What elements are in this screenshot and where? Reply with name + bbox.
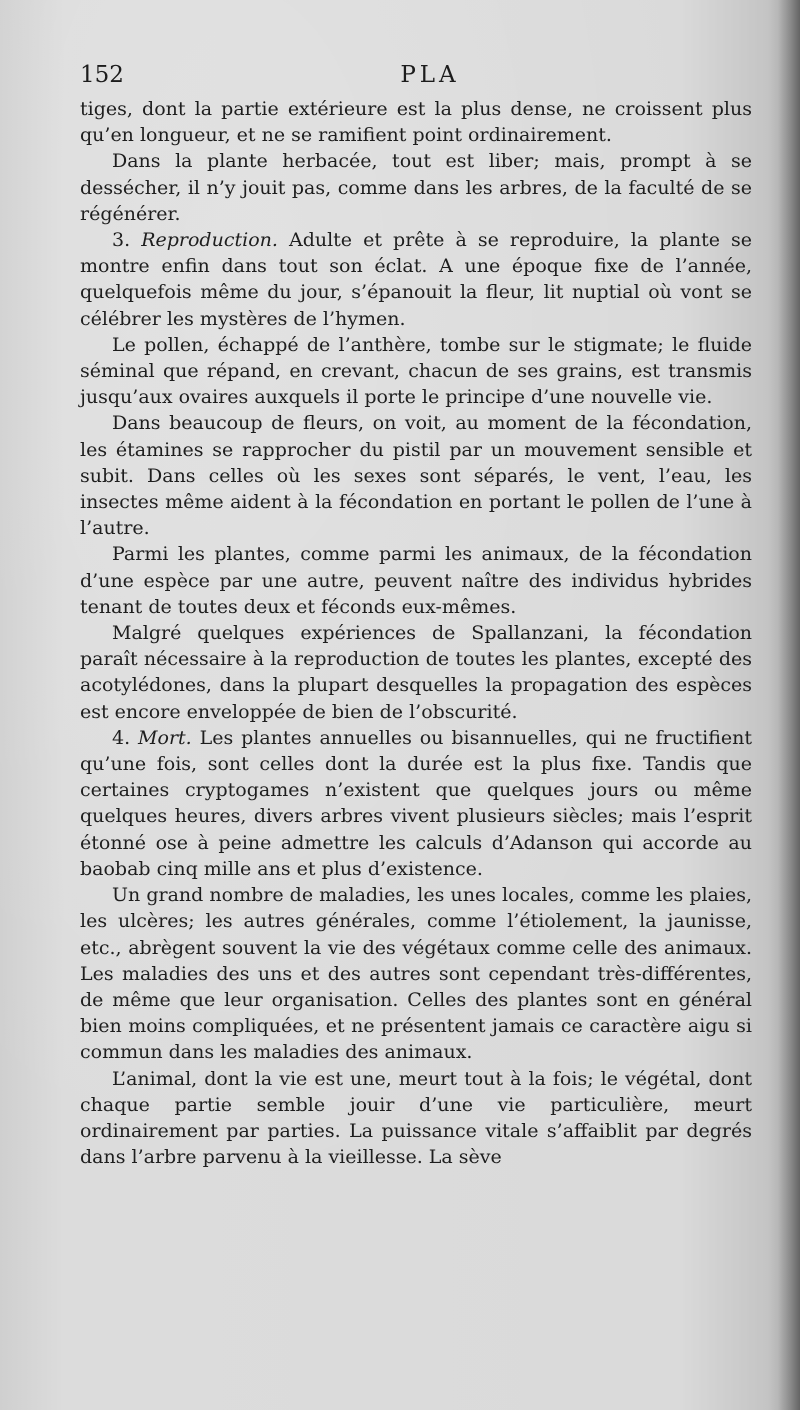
- paragraph-text: Un grand nombre de maladies, les unes locales, comme les plaies, les ulcères; les autres générales, comme l’étiolement, la jaunisse, etc., abrègent souvent la vie des végétaux comme celle des animaux. Les maladies des uns et des autres sont cependant très-différentes, de même que leur organisation. Celles des plantes sont en général bien moins compliquées, et ne présentent jamais ce caractère aigu si commun dans les maladies des animaux.: [80, 884, 752, 1064]
- body-text: [80, 96, 752, 1170]
- paragraph-text: Dans la plante herbacée, tout est liber; mais, prompt à se dessécher, il n’y jouit pas, comme dans les arbres, de la faculté de se régénérer.: [80, 150, 752, 225]
- paragraph-text: Malgré quelques expériences de Spallanzani, la fécondation paraît nécessaire à la reproduction de toutes les plantes, excepté des acotylédones, dans la plupart desquelles la propagation des espèces est encore enveloppée de bien de l’obscurité.: [80, 622, 752, 723]
- paragraph: [80, 1066, 752, 1171]
- paragraph-text: Dans beaucoup de fleurs, on voit, au moment de la fécondation, les étamines se rapprocher du pistil par un mouvement sensible et subit. Dans celles où les sexes sont séparés, le vent, l’eau, les insectes même aident à la fécondation en portant le pollen de l’une à l’autre.: [80, 412, 752, 540]
- section-number: 4.: [112, 726, 131, 749]
- paragraph-text: tiges, dont la partie extérieure est la plus dense, ne croissent plus qu’en longueur, et ne se ramifient point ordinairement.: [80, 98, 752, 147]
- paragraph: [80, 541, 752, 620]
- paragraph-text: Les plantes annuelles ou bisannuelles, qui ne fructifient qu’une fois, sont celles dont la durée est la plus fixe. Tandis que certaines cryptogames n’existent que quelques jours ou même quelques heures, divers arbres vivent plusieurs siècles; mais l’esprit étonné ose à peine admettre les calculs d’Adanson qui accorde au baobab cinq mille ans et plus d’existence.: [80, 726, 752, 880]
- paragraph-text: L’animal, dont la vie est une, meurt tout à la fois; le végétal, dont chaque partie semble jouir d’une vie particulière, meurt ordinairement par parties. La puissance vitale s’affaiblit par degrés dans l’arbre parvenu à la vieillesse. La sève: [80, 1067, 752, 1169]
- spine-shadow: [778, 0, 800, 1410]
- paragraph-death: [80, 725, 752, 882]
- section-heading: Mort.: [138, 726, 192, 749]
- page-number: 152: [80, 62, 124, 88]
- paragraph-text: Adulte et prête à se reproduire, la plante se montre enfin dans tout son éclat. A une époque fixe de l’année, quelquefois même du jour, s’épanouit la fleur, lit nuptial où vont se célébrer les mystères de l’hymen.: [80, 229, 752, 330]
- paragraph: [80, 882, 752, 1065]
- paragraph: [80, 410, 752, 541]
- page-header: [80, 62, 760, 92]
- paragraph-continuation: [80, 96, 752, 148]
- paragraph: [80, 148, 752, 227]
- paragraph: [80, 620, 752, 725]
- running-head: PLA: [400, 62, 460, 88]
- paragraph-text: Parmi les plantes, comme parmi les animaux, de la fécondation d’une espèce par une autre, peuvent naître des individus hybrides tenant de toutes deux et féconds eux-mêmes.: [80, 543, 752, 618]
- paragraph-reproduction: [80, 227, 752, 332]
- section-number: 3.: [112, 229, 131, 252]
- section-heading: Reproduction.: [141, 229, 278, 252]
- paragraph-text: Le pollen, échappé de l’anthère, tombe sur le stigmate; le fluide séminal que répand, en crevant, chacun de ses grains, est transmis jusqu’aux ovaires auxquels il porte le principe d’une nouvelle vie.: [80, 333, 752, 409]
- paragraph: [80, 332, 752, 411]
